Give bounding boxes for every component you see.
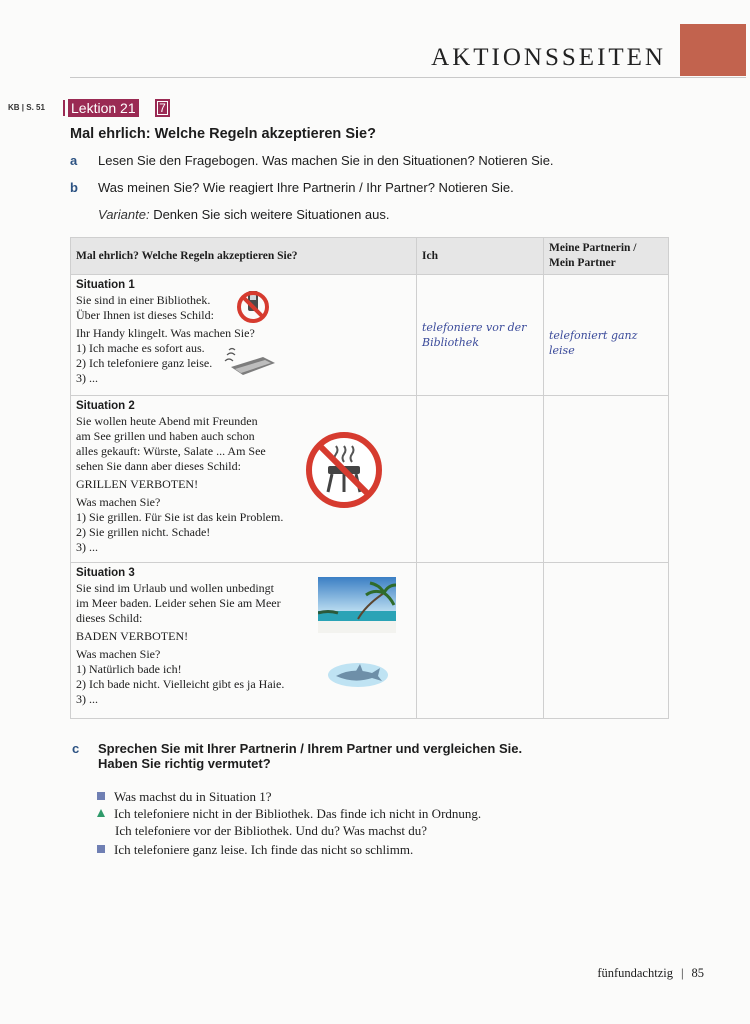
situation-3-partner-answer[interactable] (544, 563, 669, 719)
situation-line: 3) ... (76, 692, 98, 706)
header-ich: Ich (417, 238, 544, 275)
situation-line: Was machen Sie? (76, 647, 161, 661)
header-partner-line2: Mein Partner (549, 257, 616, 269)
handwritten-answer: telefoniert ganz leise (549, 329, 638, 357)
situation-3-ich-answer[interactable] (417, 563, 544, 719)
page-footer: fünfundachtzig | 85 (597, 966, 704, 980)
situation-2-ich-answer[interactable] (417, 396, 544, 563)
situation-line: im Meer baden. Leider sehen Sie am Meer (76, 596, 281, 610)
section-color-tab (680, 24, 746, 76)
situation-line: Sie sind in einer Bibliothek. (76, 293, 211, 307)
situation-line: 1) Ich mache es sofort aus. (76, 341, 205, 355)
task-text: Sprechen Sie mit Ihrer Partnerin / Ihrem Partner und vergleichen Sie. (98, 741, 523, 756)
dialog-line (97, 806, 481, 822)
header-divider (70, 77, 746, 78)
header-partner (544, 238, 669, 275)
situation-2-cell (71, 396, 417, 563)
variant-note (98, 207, 390, 222)
situation-1-cell (71, 275, 417, 396)
task-b (70, 180, 514, 195)
exercise-title: Mal ehrlich: Welche Regeln akzeptieren Sie? (70, 126, 376, 142)
variant-text: Denken Sie sich weitere Situationen aus. (153, 207, 390, 222)
situation-line: Über Ihnen ist dieses Schild: (76, 308, 214, 322)
situation-line: BADEN VERBOTEN! (76, 629, 189, 643)
dialog-line (97, 842, 413, 858)
header-partner-line1: Meine Partnerin / (549, 242, 637, 254)
no-phone-sign-icon (231, 283, 275, 327)
situation-line: alles gekauft: Würste, Salate ... Am See (76, 444, 266, 458)
beach-photo (318, 577, 396, 633)
speaker-a-square-icon (97, 845, 105, 853)
page-number-word: fünfundachtzig (597, 966, 673, 980)
variant-label: Variante: (98, 207, 150, 222)
situation-1-ich-answer[interactable] (417, 275, 544, 396)
situation-line: dieses Schild: (76, 611, 143, 625)
situation-line: sehen Sie dann aber dieses Schild: (76, 459, 241, 473)
situation-line: 3) ... (76, 371, 98, 385)
task-text: Haben Sie richtig vermutet? (98, 756, 271, 771)
situation-line: 1) Sie grillen. Für Sie ist das kein Problem. (76, 510, 284, 524)
dialog-text: Was machst du in Situation 1? (114, 789, 272, 804)
lesson-label: Lektion 21 (68, 99, 139, 117)
dialog-text: Ich telefoniere nicht in der Bibliothek. Das finde ich nicht in Ordnung. (114, 806, 482, 821)
situation-line: Sie wollen heute Abend mit Freunden (76, 414, 258, 428)
task-text: Was meinen Sie? Wie reagiert Ihre Partnerin / Ihr Partner? Notieren Sie. (98, 180, 514, 195)
situation-title: Situation 1 (76, 279, 135, 291)
situation-line: GRILLEN VERBOTEN! (76, 477, 199, 491)
speaker-a-square-icon (97, 792, 105, 800)
situation-title: Situation 2 (76, 400, 135, 412)
dialog-text: Ich telefoniere ganz leise. Ich finde das nicht so schlimm. (114, 842, 414, 857)
situation-1-partner-answer[interactable] (544, 275, 669, 396)
task-letter: b (70, 180, 78, 195)
situation-line: 1) Natürlich bade ich! (76, 662, 182, 676)
table-row (71, 563, 669, 719)
lesson-number: 7 (155, 99, 170, 117)
situation-line: Ihr Handy klingelt. Was machen Sie? (76, 326, 255, 340)
situation-2-partner-answer[interactable] (544, 396, 669, 563)
situation-line: Was machen Sie? (76, 495, 161, 509)
situation-line: Sie sind im Urlaub und wollen unbedingt (76, 581, 274, 595)
situation-line: 3) ... (76, 540, 98, 554)
situation-3-cell (71, 563, 417, 719)
task-c (72, 741, 522, 771)
situation-line: 2) Ich bade nicht. Vielleicht gibt es ja Haie. (76, 677, 285, 691)
dialog-text: Ich telefoniere vor der Bibliothek. Und du? Was machst du? (115, 823, 428, 838)
situation-line: 2) Sie grillen nicht. Schade! (76, 525, 211, 539)
kb-reference: KB | S. 51 (8, 103, 45, 112)
dialog-line (115, 823, 427, 839)
handwritten-answer: Bibliothek (422, 336, 479, 349)
situation-line: 2) Ich telefoniere ganz leise. (76, 356, 213, 370)
no-barbecue-sign-icon (304, 430, 384, 510)
table-row (71, 275, 669, 396)
task-letter: a (70, 153, 78, 168)
header-question: Mal ehrlich? Welche Regeln akzeptieren Sie? (71, 238, 417, 275)
dialog-line (97, 789, 271, 805)
page-number: 85 (691, 966, 704, 980)
table-header-row (71, 238, 669, 275)
table-row (71, 396, 669, 563)
handwritten-answer: telefoniere vor der (422, 321, 527, 334)
task-letter: c (72, 741, 80, 756)
situation-title: Situation 3 (76, 567, 135, 579)
section-title: AKTIONSSEITEN (431, 44, 666, 71)
questionnaire-table (70, 237, 669, 719)
task-text: Lesen Sie den Fragebogen. Was machen Sie in den Situationen? Notieren Sie. (98, 153, 554, 168)
situation-line: am See grillen und haben auch schon (76, 429, 255, 443)
task-a (70, 153, 554, 168)
speaker-b-triangle-icon (97, 809, 105, 817)
lesson-marker-bar (63, 100, 65, 116)
shark-icon (326, 659, 390, 689)
ringing-phone-icon (223, 347, 281, 381)
